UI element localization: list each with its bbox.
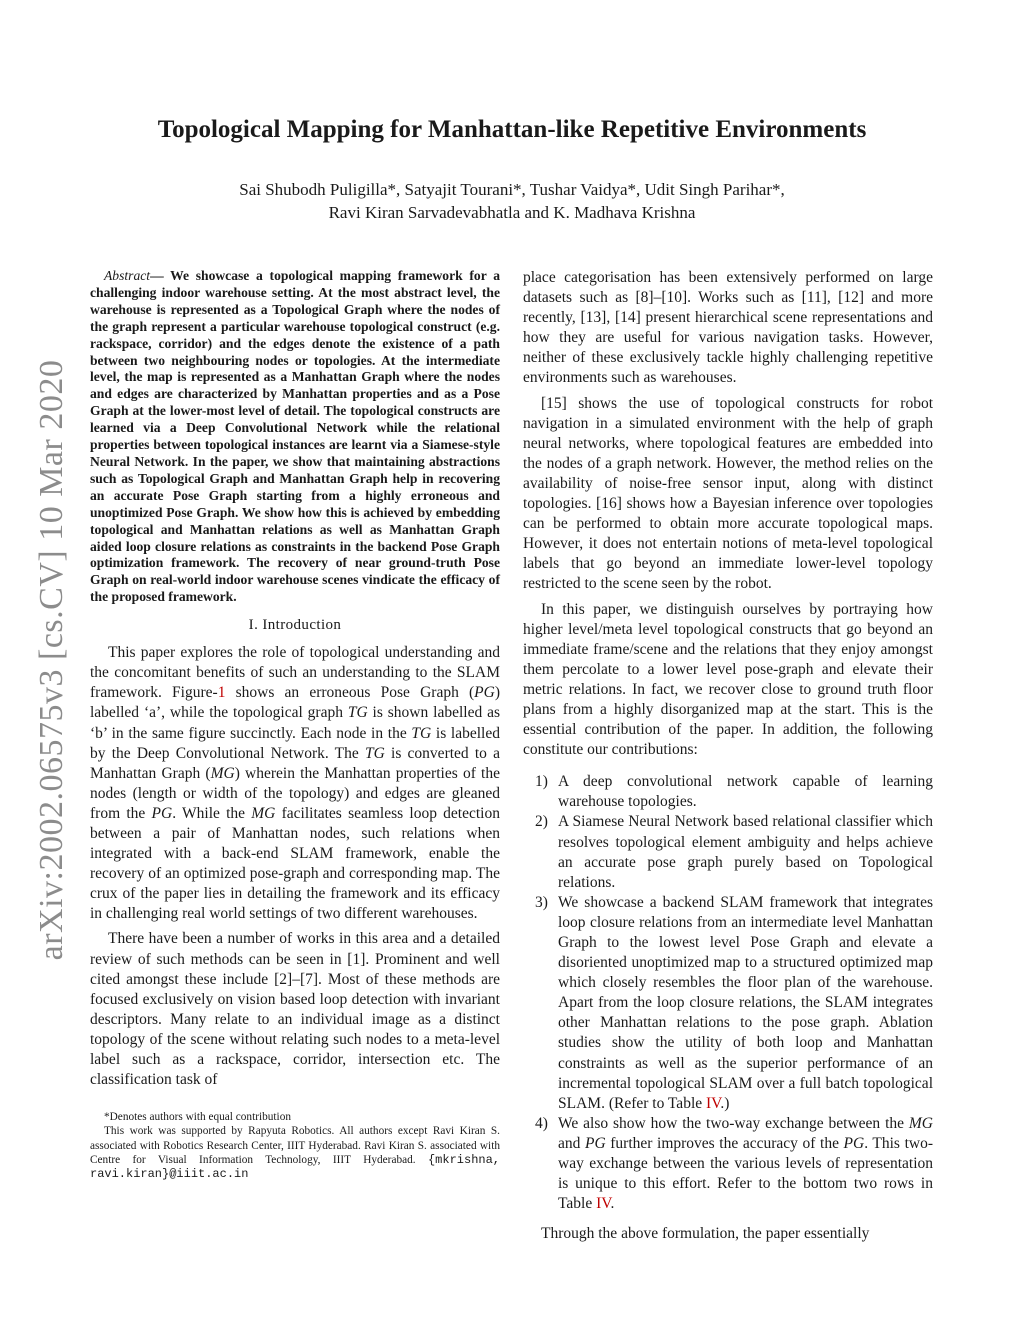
list-number: 1): [535, 773, 548, 791]
footnote-equal-contribution: *Denotes authors with equal contribution: [104, 1111, 291, 1124]
contribution-item-3: [523, 893, 933, 1114]
contribution-text: . This two-way exchange between the various levels of representation is unique to this effort. Refer to the bottom two rows in Table: [558, 1134, 933, 1213]
math-pg: PG: [474, 684, 495, 702]
math-pg: PG: [843, 1134, 865, 1152]
footnotes: [90, 1110, 500, 1181]
list-number: 2): [535, 813, 548, 831]
math-pg: PG: [151, 804, 173, 822]
left-column: [90, 268, 500, 1182]
abstract-text: — We showcase a topological mapping framework for a challenging indoor warehouse setting. At the most abstract level, the warehouse is represented as a Topological Graph where the nodes of the graph represent a particular warehouse topological construct (e.g. rackspace, corridor) and the edges denote the existence of a path between two neighbouring nodes or topologies. At the intermediate level, the map is represented as a Manhattan Graph where the nodes and edges are characterized by Manhattan properties and as a Pose Graph at the lower-most level of detail. The topological constructs are learned via a Deep Convolutional Network while the relational properties between topological instances are learnt via a Siamese-style Neural Network. In the paper, we show that maintaining abstractions such as Topological Graph and Manhattan Graph help in recovering an accurate Pose Graph starting from a highly erroneous and unoptimized Pose Graph. We show how this is achieved by embedding topological and Manhattan relations as well as Manhattan Graph aided loop closure relations as constraints in the backend Pose Graph optimization framework. The recovery of near ground-truth Pose Graph on real-world indoor warehouse scenes vindicate the efficacy of the proposed framework.: [90, 268, 500, 605]
paper-title: Topological Mapping for Manhattan-like Repetitive Environments: [157, 116, 867, 143]
p1-text: is converted to a Manhattan Graph (: [90, 744, 501, 782]
footnote-support-text: This work was supported by Rapyuta Robotics. All authors except Ravi Kiran S. associated with Robotics Research Center, IIIT Hyderabad. Ravi Kiran S. associated with Centre for Visual Information Technology, IIIT Hyderabad.: [90, 1125, 500, 1167]
contribution-text: further improves the accuracy of the: [605, 1134, 844, 1152]
footnote-affiliations: [90, 1124, 500, 1181]
author-line-2: Ravi Kiran Sarvadevabhatla and K. Madhava Krishna: [328, 203, 696, 222]
math-mg: MG: [210, 764, 235, 782]
contribution-item-4: [523, 1114, 933, 1214]
arxiv-identifier: arXiv:2002.06575v3 [cs.CV] 10 Mar 2020: [33, 359, 70, 961]
p1-text: . While the: [172, 804, 252, 822]
list-number: 3): [535, 893, 548, 911]
intro-paragraph-5: In this paper, we distinguish ourselves by portraying how higher level/meta level topological constructs that go beyond an immediate frame/scene and the relations that they enjoy amongst them percolate to a lower level pose-graph and elevate their metric relations. In fact, we recover close to ground truth floor plans from a highly disorganized map at the start. This is the essential contribution of the paper. In addition, the following constitute our contributions:: [523, 600, 933, 759]
intro-paragraph-1: [90, 643, 500, 924]
math-tg: TG: [411, 724, 432, 742]
contribution-text: .: [610, 1195, 615, 1213]
contribution-text: .): [720, 1094, 730, 1112]
p1-text: facilitates seamless loop detection between a pair of Manhattan nodes, such relations when integrated with a back-end SLAM framework, enable the recovery of an optimized pose-graph and corresponding map. The crux of the paper lies in detailing the framework and its efficacy in challenging real world settings of two different warehouses.: [90, 804, 500, 923]
p1-text: ) wherein the Manhattan properties of the nodes (length or width of the topology) and edges are gleaned from the: [90, 764, 500, 822]
figure-1-link[interactable]: 1: [217, 684, 226, 702]
intro-paragraph-4: [15] shows the use of topological constructs for robot navigation in a simulated environment with the help of graph neural networks, where topological features are embedded into the nodes of a graph network. However, the method relies on the availability of noise-free sensor input, along with distinct topologies. [16] shows how a Bayesian inference over topologies can be performed to obtain more accurate topological maps. However, it does not entertain notions of meta-level topological labels that go beyond an immediate lower-level topology restricted to the scene seen by the robot.: [523, 394, 933, 593]
abstract-label: Abstract: [104, 268, 151, 283]
intro-paragraph-2: There have been a number of works in this area and a detailed review of such methods can be seen in [1]. Prominent and well cited amongst these include [2]–[7]. Most of these methods are focused exclusively on vision based loop detection with invariant descriptors. Many relate to an individual image as a distinct topology of the scene without relating such nodes to a meta-level label such as a rackspace, corridor, intersection etc. The classification task of: [90, 930, 500, 1089]
math-tg: TG: [364, 744, 385, 762]
math-mg: MG: [908, 1114, 933, 1132]
p1-text: This paper explores the role of topological understanding and the concomitant benefits of such an understanding to the SLAM framework. Figure-: [90, 644, 500, 702]
list-number: 4): [535, 1114, 548, 1132]
author-list: [0, 178, 1024, 224]
table-iv-link[interactable]: IV: [596, 1195, 611, 1213]
section-heading-introduction: I. Introduction: [248, 617, 342, 634]
contributions-list: [523, 772, 933, 1214]
intro-paragraph-3: place categorisation has been extensively performed on large datasets such as [8]–[10]. Works such as [11], [12] and more recently, [13], [14] present hierarchical scene representations and how they are useful for various navigation tasks. However, neither of these exclusively tackle highly challenging repetitive environments such as warehouses.: [523, 269, 933, 387]
intro-paragraph-6: Through the above formulation, the paper essentially: [541, 1225, 870, 1243]
math-tg: TG: [347, 704, 368, 722]
right-column: [523, 268, 933, 1244]
contribution-text: We showcase a backend SLAM framework that integrates loop closure relations from an intermediate level Manhattan Graph to the lowest level Pose Graph and elevate a disoriented unoptimized map to a structured optimized map which closely resembles the floor plan of the warehouse. Apart from the loop closure relations, the SLAM integrates other Manhattan relations to the pose graph. Ablation studies show the utility of both loop and Manhattan constraints as well as the superior performance of an incremental topological SLAM over a full batch topological SLAM. (Refer to Table: [558, 893, 933, 1112]
p1-text: is labelled by the Deep Convolutional Network. The: [90, 724, 500, 762]
contribution-item-2: [523, 812, 933, 892]
contribution-text: We also show how the two-way exchange between the: [558, 1114, 909, 1132]
contribution-text: A deep convolutional network capable of learning warehouse topologies.: [558, 773, 933, 811]
contribution-item-1: [523, 772, 933, 812]
footnote-emails: {mkrishna, ravi.kiran}@iiit.ac.in: [90, 1153, 500, 1182]
contribution-text: A Siamese Neural Network based relational classifier which resolves topological element ambiguity and helps achieve an accurate pose graph purely based on Topological relations.: [558, 813, 933, 891]
table-iv-link[interactable]: IV: [706, 1094, 721, 1112]
abstract: [90, 268, 500, 606]
contribution-text: and: [558, 1134, 585, 1152]
math-pg: PG: [584, 1134, 606, 1152]
math-mg: MG: [251, 804, 276, 822]
p1-text: is shown labelled as ‘b’ in the same figure succinctly. Each node in the: [90, 704, 500, 742]
p1-text: ) labelled ‘a’, while the topological graph: [90, 684, 501, 722]
p1-text: shows an erroneous Pose Graph (: [225, 684, 475, 702]
author-line-1: Sai Shubodh Puligilla*, Satyajit Tourani*, Tushar Vaidya*, Udit Singh Parihar*,: [239, 180, 785, 199]
